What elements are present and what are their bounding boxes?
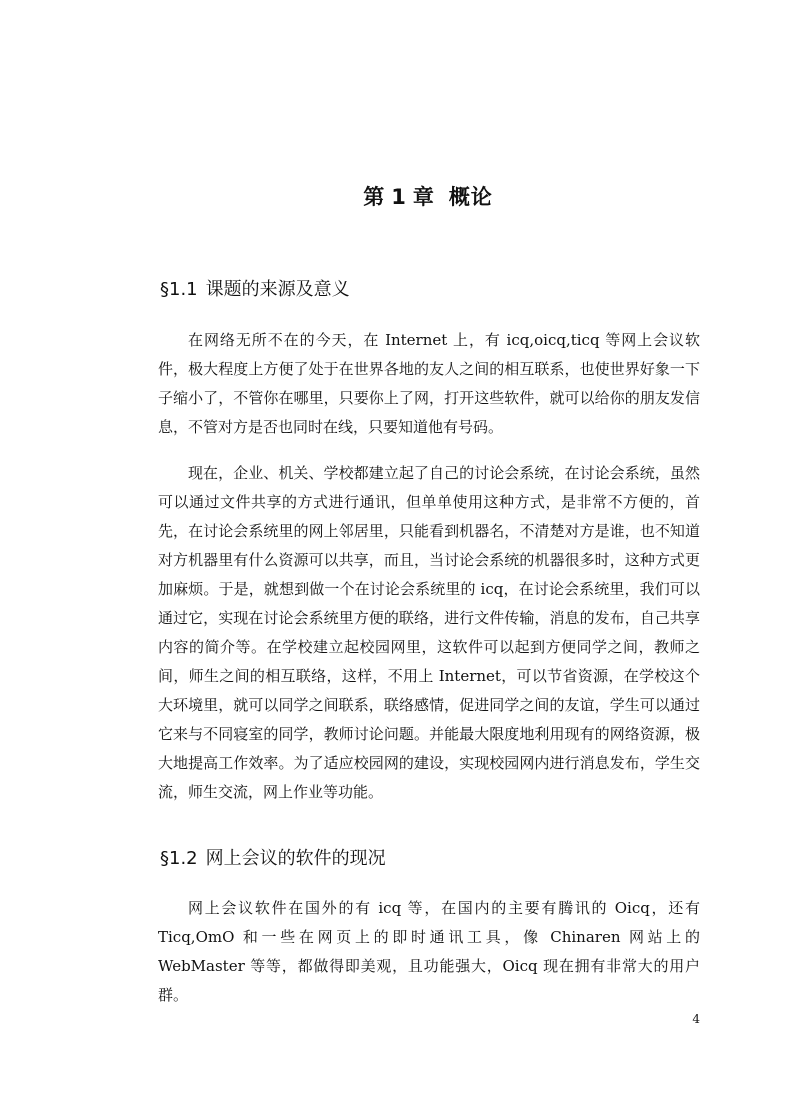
chapter-suffix: 章 — [412, 185, 435, 209]
chapter-number: 1 — [391, 185, 407, 209]
section-heading-1-1 — [160, 275, 350, 301]
section-title: 课题的来源及意义 — [205, 279, 350, 300]
section-number: §1.1 — [160, 279, 198, 300]
section-title: 网上会议的软件的现况 — [205, 848, 386, 869]
chapter-title — [0, 181, 790, 211]
section-heading-1-2 — [160, 844, 386, 870]
paragraph-background: 现在，企业、机关、学校都建立起了自己的讨论会系统，在讨论会系统，虽然可以通过文件共享的方式进行通讯，但单单使用这种方式，是非常不方便的，首先，在讨论会系统里的网上邻居里，只能看到机器名，不清楚对方是谁，也不知道对方机器里有什么资源可以共享，而且，当讨论会系统的机器很多时，这种方式更加麻烦。于是，就想到做一个在讨论会系统里的 icq，在讨论会系统里，我们可以通过它，实现在讨论会系统里方便的联络，进行文件传输，消息的发布，自己共享内容的简介等。在学校建立起校园网里，这软件可以起到方便同学之间，教师之间，师生之间的相互联络，这样，不用上 Internet，可以节省资源，在学校这个大环境里，就可以同学之间联系，联络感情，促进同学之间的友谊，学生可以通过它来与不同寝室的同学，教师讨论问题。并能最大限度地利用现有的网络资源，极大地提高工作效率。为了适应校园网的建设，实现校园网内进行消息发布，学生交流，师生交流，网上作业等功能。 — [158, 464, 700, 801]
section-number: §1.2 — [160, 848, 198, 869]
paragraph-intro: 在网络无所不在的今天，在 Internet 上，有 icq,oicq,ticq 等网上会议软件，极大程度上方便了处于在世界各地的友人之间的相互联系，也使世界好象一下子缩小了，不管你在哪里，只要你上了网，打开这些软件，就可以给你的朋友发信息，不管对方是否也同时在线，只要知道他有号码。 — [158, 331, 700, 436]
chapter-name: 概论 — [448, 185, 493, 209]
chapter-prefix: 第 — [363, 185, 386, 209]
page-number: 4 — [692, 1012, 700, 1026]
paragraph-current-status: 网上会议软件在国外的有 icq 等，在国内的主要有腾讯的 Oicq，还有 Ticq,OmO 和一些在网页上的即时通讯工具，像 Chinaren 网站上的 WebMaster 等等，都做得即美观，且功能强大，Oicq 现在拥有非常大的用户群。 — [158, 899, 700, 1004]
